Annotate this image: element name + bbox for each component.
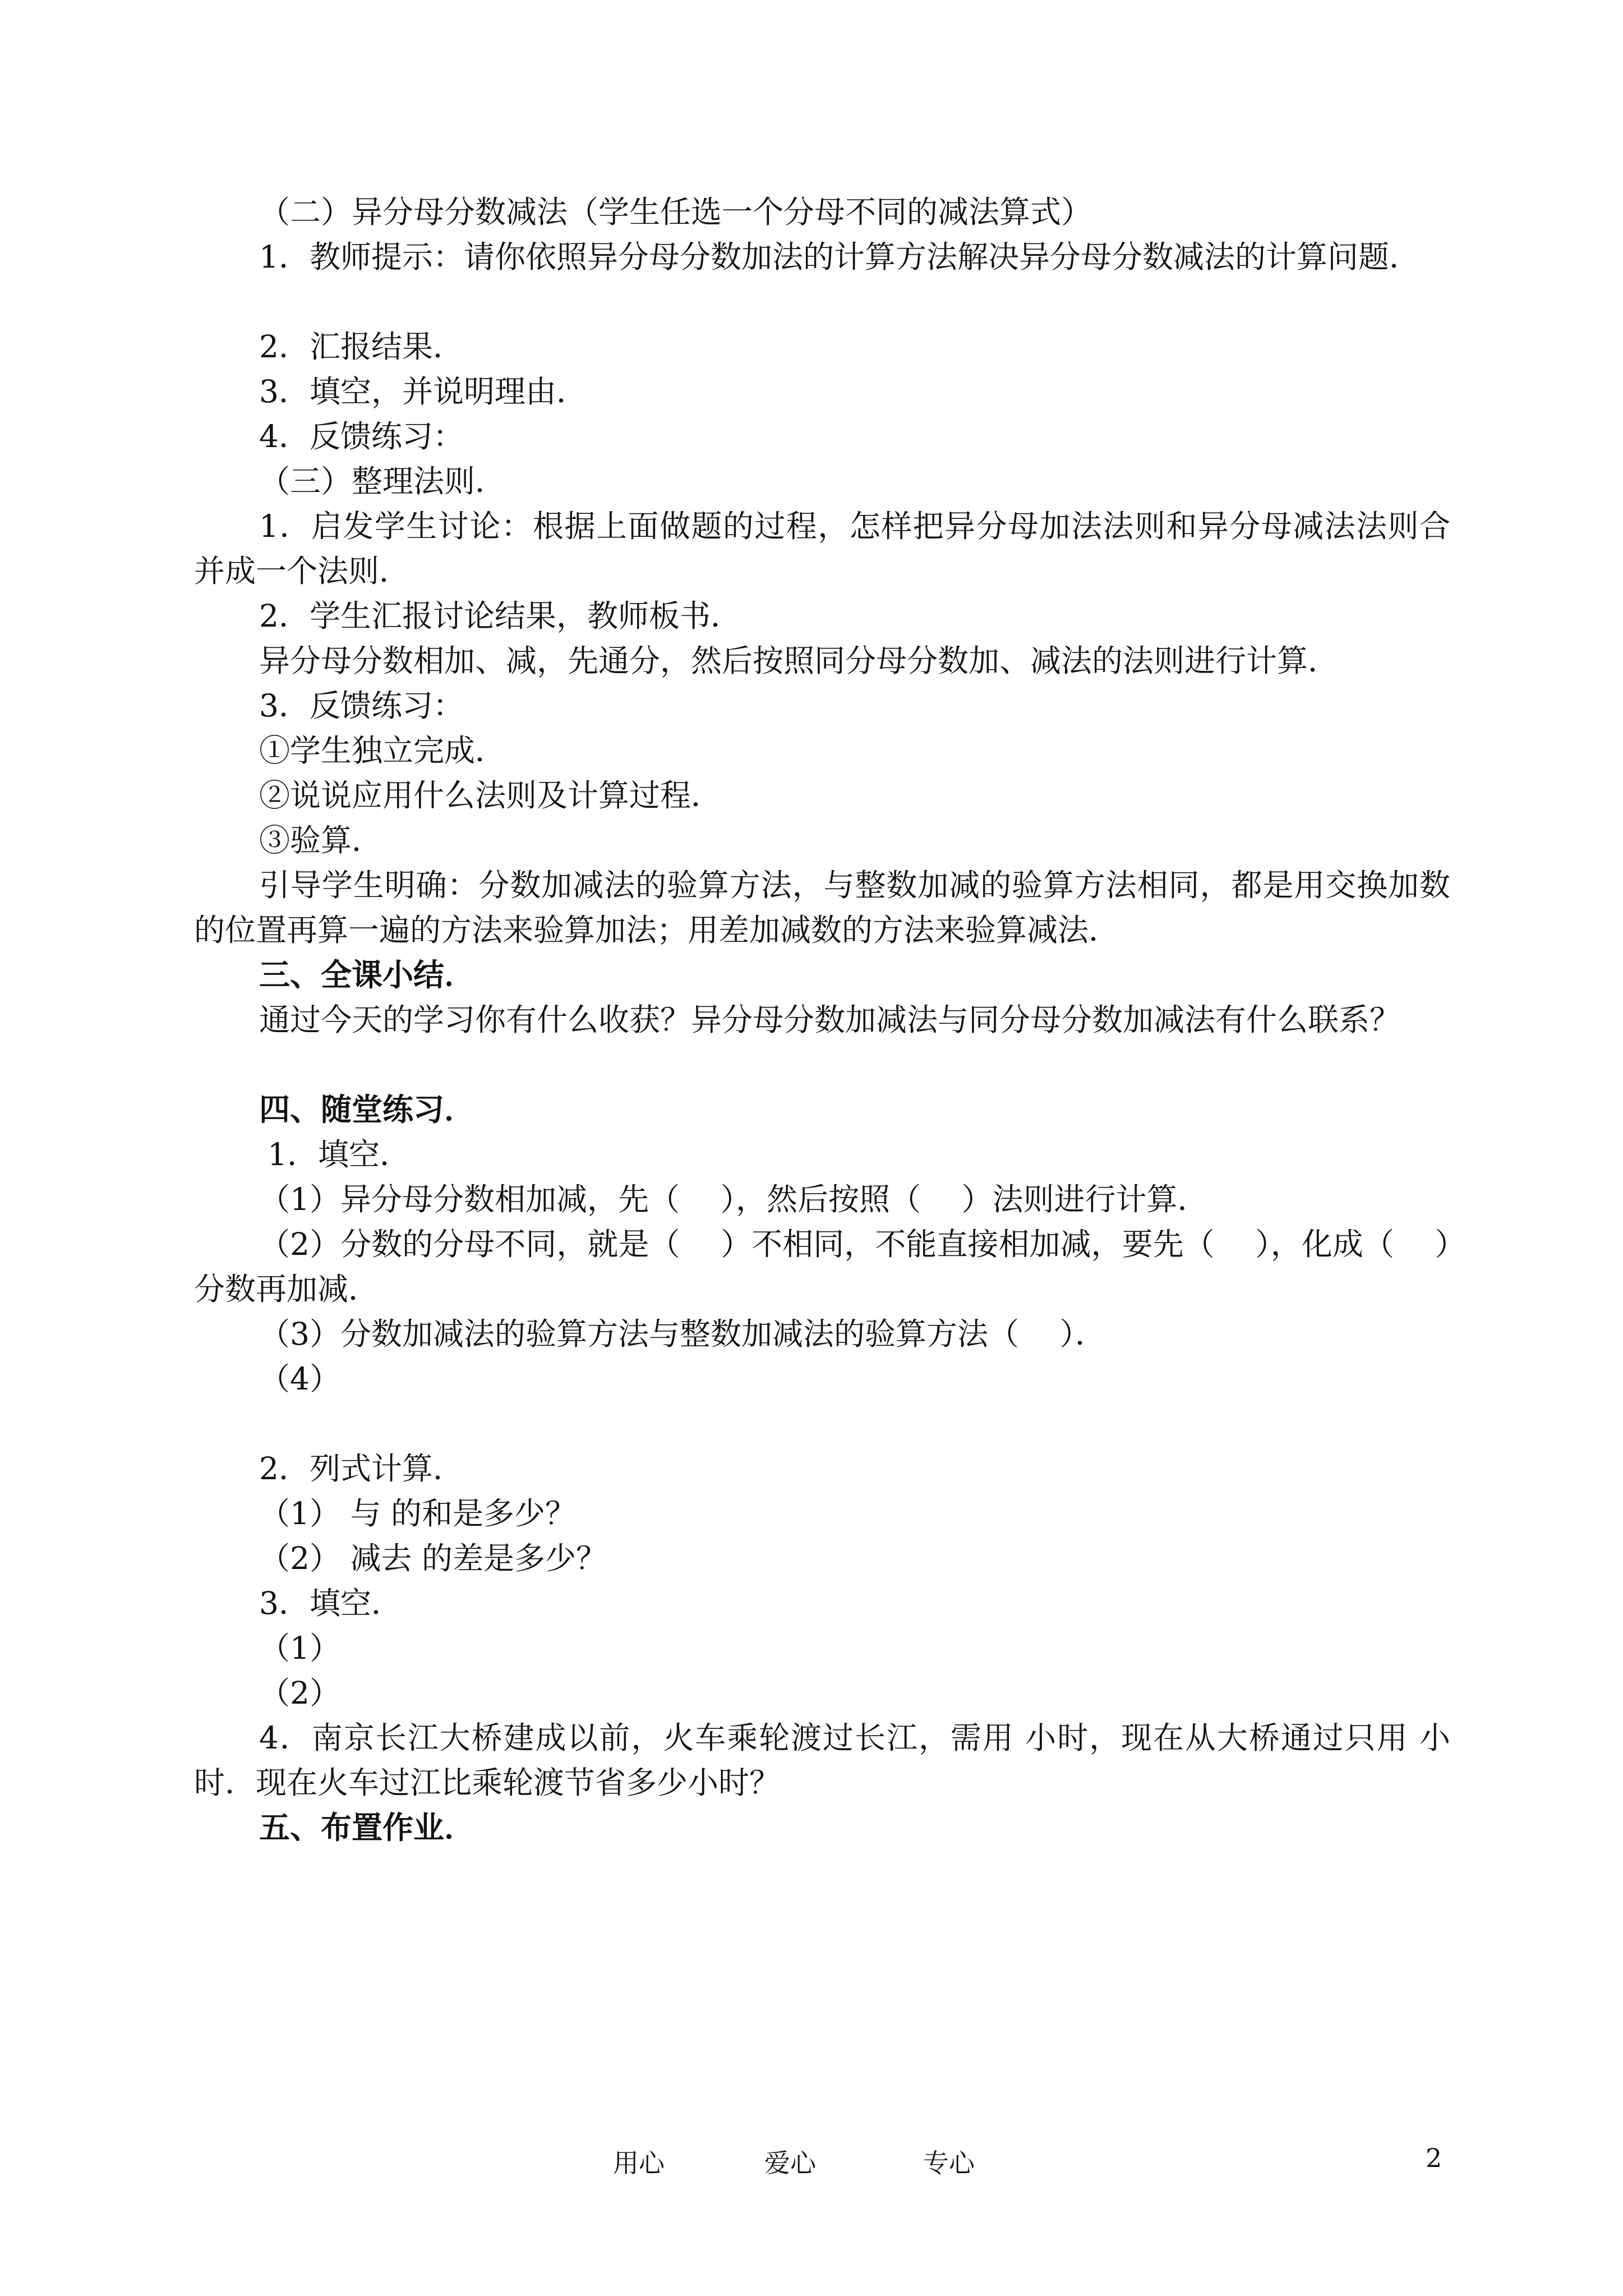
word-problem: 4．南京长江大桥建成以前，火车乘轮渡过长江，需用 小时，现在从大桥通过只用 小时．现在火车过江比乘轮渡节省多少小时？ [194, 1720, 1450, 1801]
exercise-item: （2） [259, 1675, 340, 1711]
section-heading: 四、随堂练习． [259, 1091, 476, 1128]
footer-motto: 爱心 [764, 2148, 816, 2178]
exercise-item: （1） 与 的和是多少？ [259, 1496, 576, 1531]
paragraph: 1．教师提示：请你依照异分母分数加法的计算方法解决异分母分数减法的计算问题． [259, 239, 1420, 275]
exercise-item: （3）分数加减法的验算方法与整数加减法的验算方法（ ）． [259, 1316, 1106, 1352]
list-item: ①学生独立完成． [259, 733, 506, 769]
exercise-heading: 2．列式计算． [259, 1451, 464, 1487]
exercise-item: （4） [259, 1361, 340, 1397]
rule-statement: 异分母分数相加、减，先通分，然后按照同分母分数加、减法的法则进行计算． [259, 643, 1339, 679]
section-heading: 五、布置作业． [259, 1809, 476, 1846]
paragraph: 3．填空，并说明理由． [259, 374, 587, 409]
exercise-item: （1） [259, 1630, 340, 1666]
page-number: 2 [1426, 2143, 1442, 2173]
list-item: ②说说应用什么法则及计算过程． [259, 777, 722, 813]
paragraph: 1．启发学生讨论：根据上面做题的过程，怎样把异分母加法法则和异分母减法法则合并成一个法则． [194, 508, 1450, 589]
paragraph: 2．学生汇报讨论结果，教师板书． [259, 598, 741, 634]
spacer [194, 1401, 1450, 1446]
exercise-heading: 1．填空． [268, 1137, 411, 1172]
paragraph: 2．汇报结果． [259, 329, 464, 365]
paragraph: 引导学生明确：分数加减法的验算方法，与整数加减的验算方法相同，都是用交换加数的位置再算一遍的方法来验算加法；用差加减数的方法来验算减法． [194, 867, 1450, 948]
footer-motto: 专心 [923, 2148, 975, 2178]
list-item: ③验算． [259, 822, 383, 858]
section-heading: 三、全课小结． [259, 956, 476, 993]
exercise-item: （2）分数的分母不同，就是（ ）不相同，不能直接相加减，要先（ ），化成（ ）分数再加减． [194, 1226, 1450, 1307]
exercise-item: （2） 减去 的差是多少？ [259, 1540, 607, 1576]
paragraph: 通过今天的学习你有什么收获？异分母分数加减法与同分母分数加减法有什么联系？ [259, 1002, 1401, 1038]
paragraph: 3．反馈练习： [259, 688, 464, 724]
section-heading: （二）异分母分数减法（学生任选一个分母不同的减法算式） [259, 194, 1092, 230]
exercise-item: （1）异分母分数相加减，先（ ），然后按照（ ）法则进行计算． [259, 1181, 1209, 1217]
exercise-heading: 3．填空． [259, 1585, 402, 1621]
footer-motto: 用心 [613, 2148, 665, 2178]
paragraph: 4．反馈练习： [259, 418, 464, 454]
section-heading: （三）整理法则． [259, 463, 506, 499]
document-body [194, 190, 1450, 1850]
